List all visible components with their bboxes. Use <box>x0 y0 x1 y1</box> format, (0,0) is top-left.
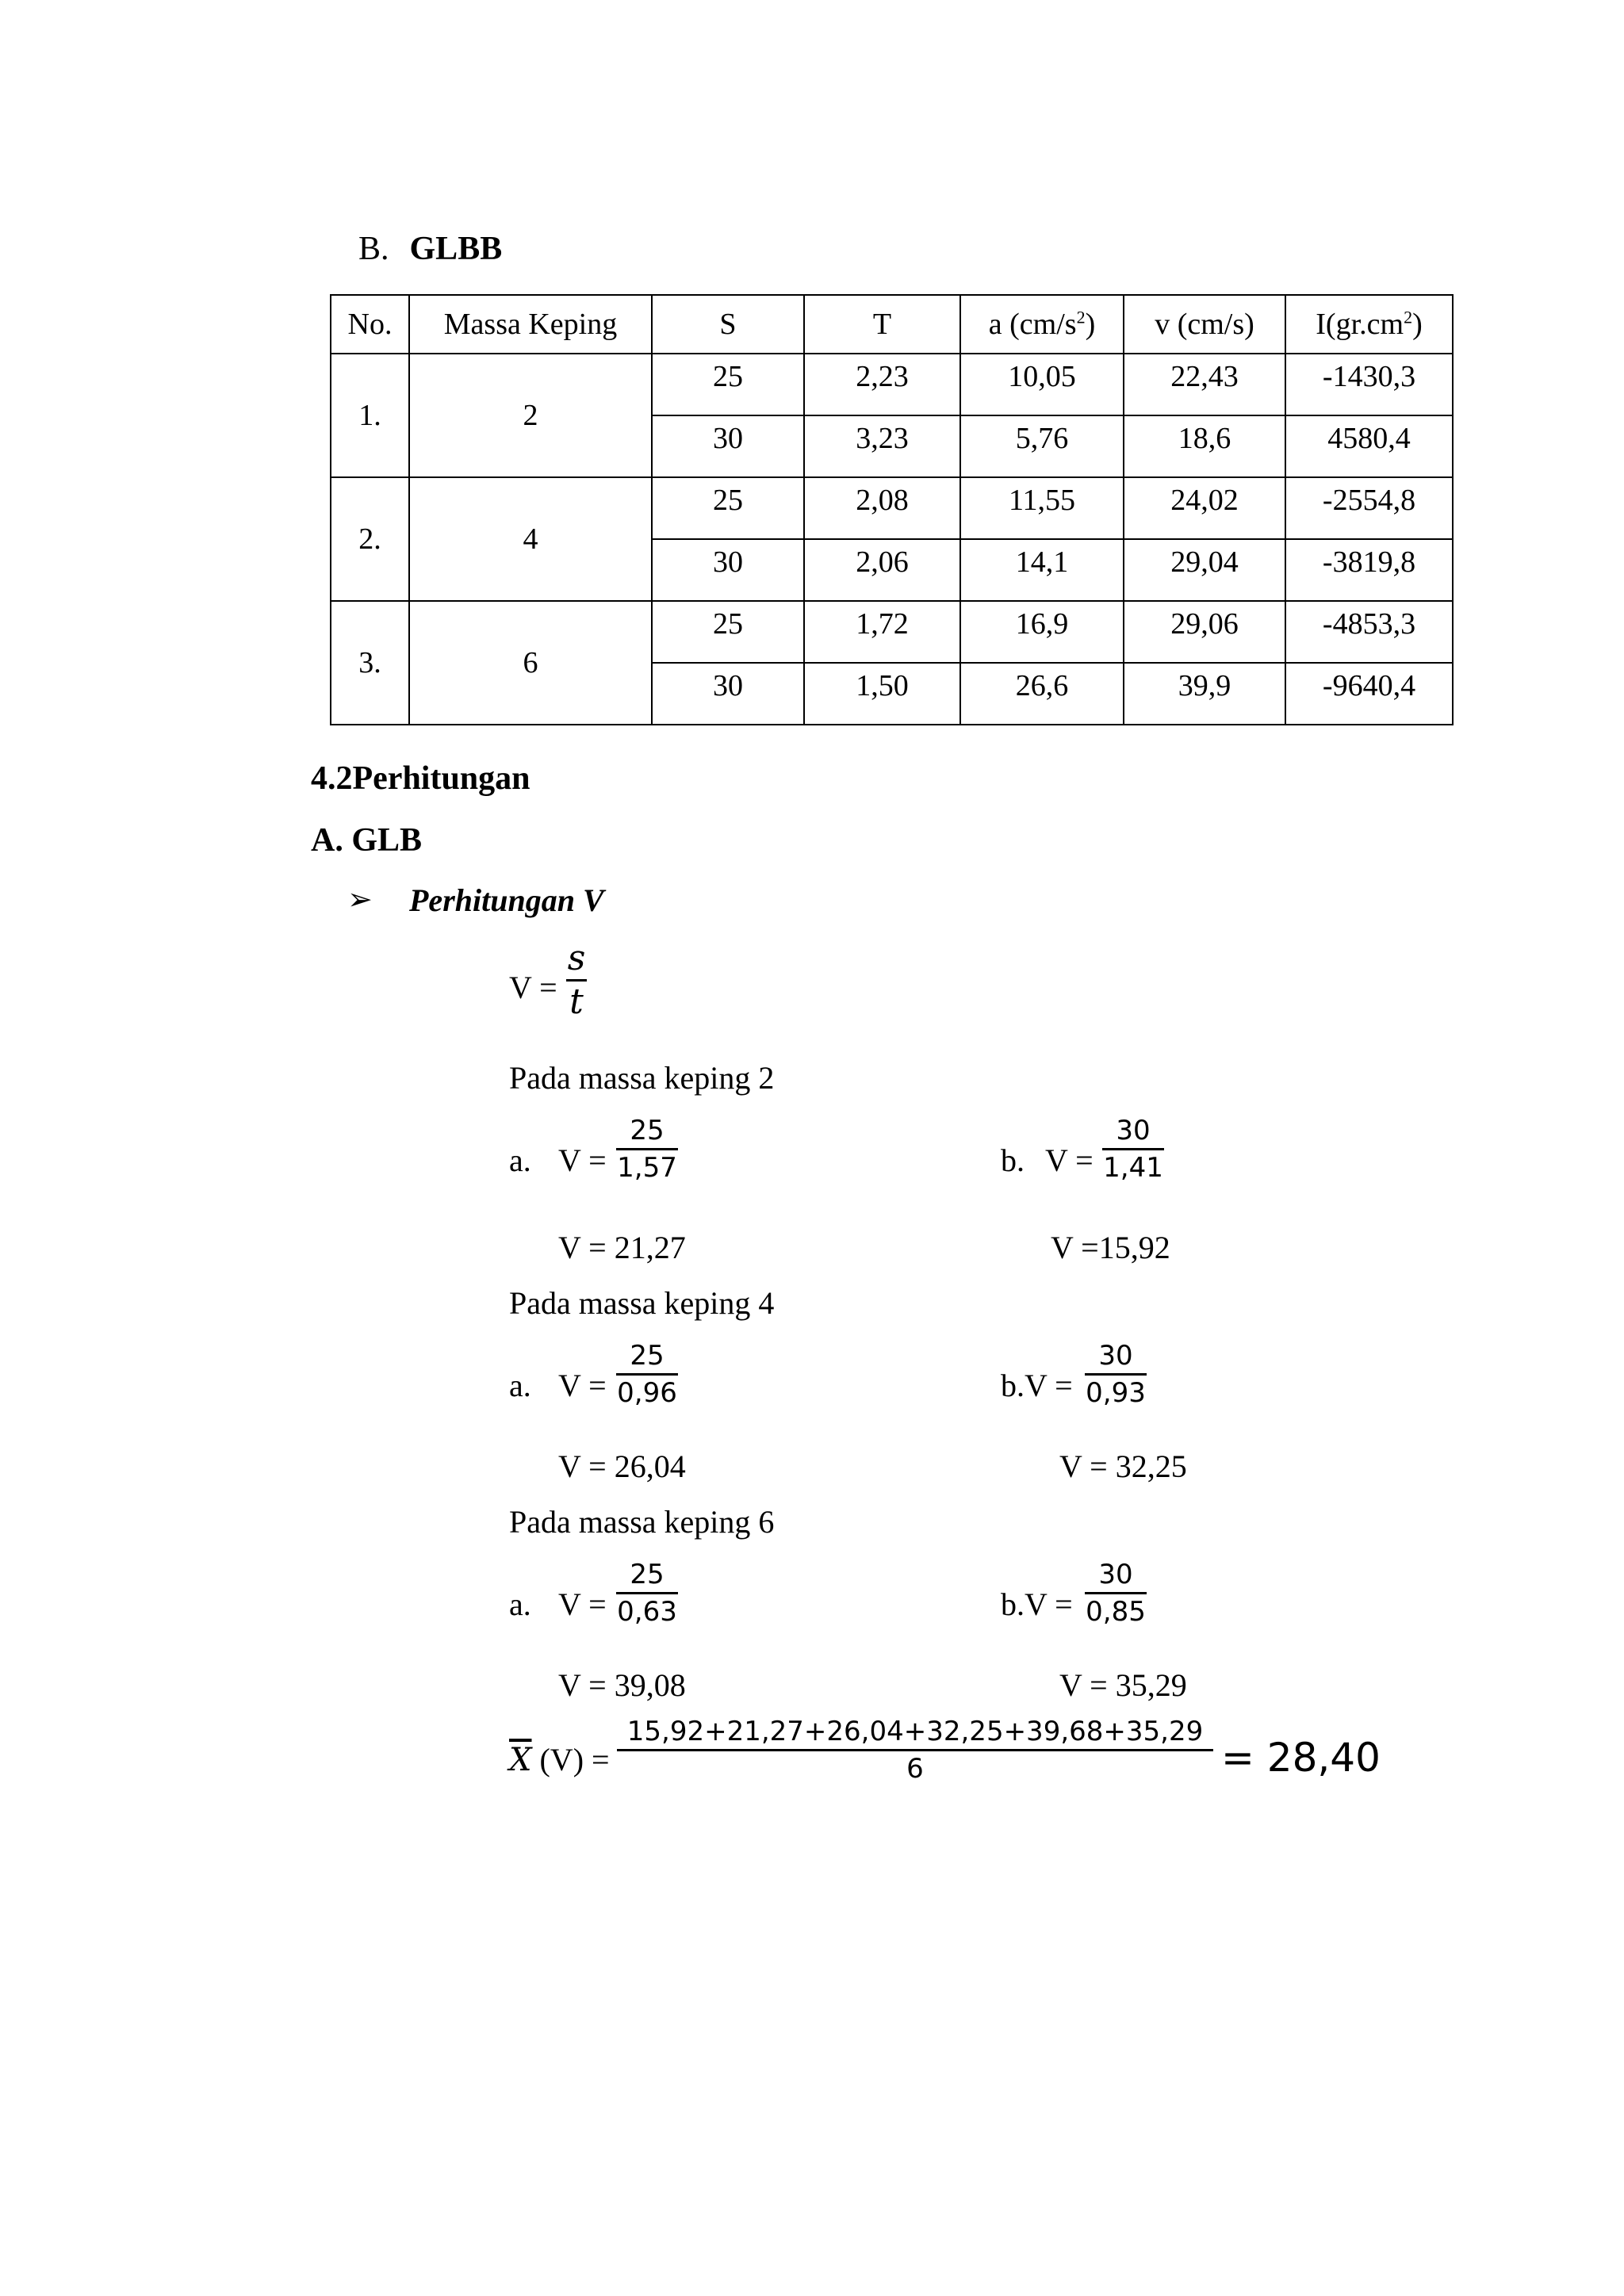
cell-s: 30 <box>652 415 804 477</box>
calc-a-lhs: V = <box>558 1586 607 1622</box>
section-title: GLBB <box>409 231 503 267</box>
calc-a-fraction: 25 0,63 <box>617 1559 677 1628</box>
calc-a-fraction: 25 0,96 <box>617 1340 677 1409</box>
cell-v: 24,02 <box>1124 477 1285 539</box>
calc-b-prefix: b.V = <box>1001 1368 1073 1403</box>
header-s: S <box>652 295 804 354</box>
arrow-bullet-icon: ➢ <box>347 883 373 916</box>
cell-a: 14,1 <box>960 539 1124 601</box>
cell-s: 25 <box>652 601 804 663</box>
calc-a-result: V = 21,27 <box>558 1230 686 1265</box>
cell-a: 16,9 <box>960 601 1124 663</box>
calc-b-result: V = 32,25 <box>1059 1448 1187 1484</box>
cell-v: 29,06 <box>1124 601 1285 663</box>
section-42-heading: 4.2Perhitungan <box>311 760 530 797</box>
cell-massa: 4 <box>409 477 652 601</box>
cell-a: 26,6 <box>960 663 1124 725</box>
formula-numerator: s <box>567 938 586 978</box>
mean-lhs <box>509 1741 610 1778</box>
cell-a: 5,76 <box>960 415 1124 477</box>
cell-massa: 2 <box>409 354 652 477</box>
header-v: v (cm/s) <box>1124 295 1285 354</box>
cell-i: -4853,3 <box>1285 601 1453 663</box>
calc-a-prefix: a. <box>509 1586 531 1622</box>
glbb-table <box>330 294 1454 725</box>
header-i: $I(gr.cm^2)$ <box>1285 295 1453 354</box>
mean-fraction <box>617 1714 1213 1786</box>
cell-no: 3. <box>331 601 409 725</box>
cell-s: 25 <box>652 354 804 415</box>
calc-label: Pada massa keping 2 <box>509 1060 775 1096</box>
cell-s: 30 <box>652 539 804 601</box>
formula-denominator: t <box>569 982 584 1022</box>
mean-xbar: $\overline{X}$ <box>509 1742 532 1778</box>
calc-b-prefix: b.V = <box>1001 1586 1073 1622</box>
table-row <box>331 477 1453 539</box>
table-header-row <box>331 295 1453 354</box>
calc-label: Pada massa keping 6 <box>509 1504 775 1540</box>
mean-lhs-text: (V) = <box>539 1742 610 1777</box>
cell-no: 1. <box>331 354 409 477</box>
cell-t: 2,08 <box>804 477 960 539</box>
calc-a-prefix: a. <box>509 1142 531 1178</box>
cell-i: -2554,8 <box>1285 477 1453 539</box>
calc-b-fraction: 30 0,85 <box>1086 1559 1146 1628</box>
mean-result: = 28,40 <box>1221 1735 1381 1781</box>
header-t: T <box>804 295 960 354</box>
calc-a-prefix: a. <box>509 1368 531 1403</box>
calc-b-result: V =15,92 <box>1051 1230 1170 1265</box>
cell-a: 11,55 <box>960 477 1124 539</box>
cell-v: 18,6 <box>1124 415 1285 477</box>
section-letter: B. <box>358 231 389 267</box>
cell-s: 25 <box>652 477 804 539</box>
calc-label: Pada massa keping 4 <box>509 1285 775 1321</box>
table-row <box>331 601 1453 663</box>
calc-b-lhs: V = <box>1045 1142 1094 1178</box>
cell-i: -1430,3 <box>1285 354 1453 415</box>
cell-t: 3,23 <box>804 415 960 477</box>
mean-numerator: 15,92+21,27+26,04+32,25+39,68+35,29 <box>626 1716 1204 1747</box>
calc-a-lhs: V = <box>558 1368 607 1403</box>
cell-s: 30 <box>652 663 804 725</box>
calc-b-fraction: 30 0,93 <box>1086 1340 1146 1409</box>
cell-t: 1,50 <box>804 663 960 725</box>
header-massa-keping: Massa Keping <box>409 295 652 354</box>
cell-massa: 6 <box>409 601 652 725</box>
calc-a-fraction: 25 1,57 <box>617 1115 677 1184</box>
header-no: No. <box>331 295 409 354</box>
cell-t: 1,72 <box>804 601 960 663</box>
calc-a-result: V = 26,04 <box>558 1448 686 1484</box>
cell-t: 2,23 <box>804 354 960 415</box>
table-row <box>331 354 1453 415</box>
cell-a: 10,05 <box>960 354 1124 415</box>
header-a: a $(cm/s^2)$ <box>960 295 1124 354</box>
calc-b-prefix: b. <box>1001 1142 1025 1178</box>
cell-v: 22,43 <box>1124 354 1285 415</box>
section-b-heading <box>358 230 502 268</box>
calc-b-result: V = 35,29 <box>1059 1667 1187 1703</box>
cell-v: 39,9 <box>1124 663 1285 725</box>
cell-v: 29,04 <box>1124 539 1285 601</box>
cell-t: 2,06 <box>804 539 960 601</box>
calc-a-lhs: V = <box>558 1142 607 1178</box>
bullet-text: Perhitungan V <box>409 882 604 918</box>
formula-lhs: V = <box>509 970 557 1005</box>
cell-i: -3819,8 <box>1285 539 1453 601</box>
cell-i: 4580,4 <box>1285 415 1453 477</box>
formula-fraction <box>566 938 587 1023</box>
mean-denominator: 6 <box>906 1753 924 1785</box>
section-a-heading: A. GLB <box>311 822 423 859</box>
calc-b-fraction: 30 1,41 <box>1103 1115 1163 1184</box>
cell-i: -9640,4 <box>1285 663 1453 725</box>
cell-no: 2. <box>331 477 409 601</box>
calc-a-result: V = 39,08 <box>558 1667 686 1703</box>
